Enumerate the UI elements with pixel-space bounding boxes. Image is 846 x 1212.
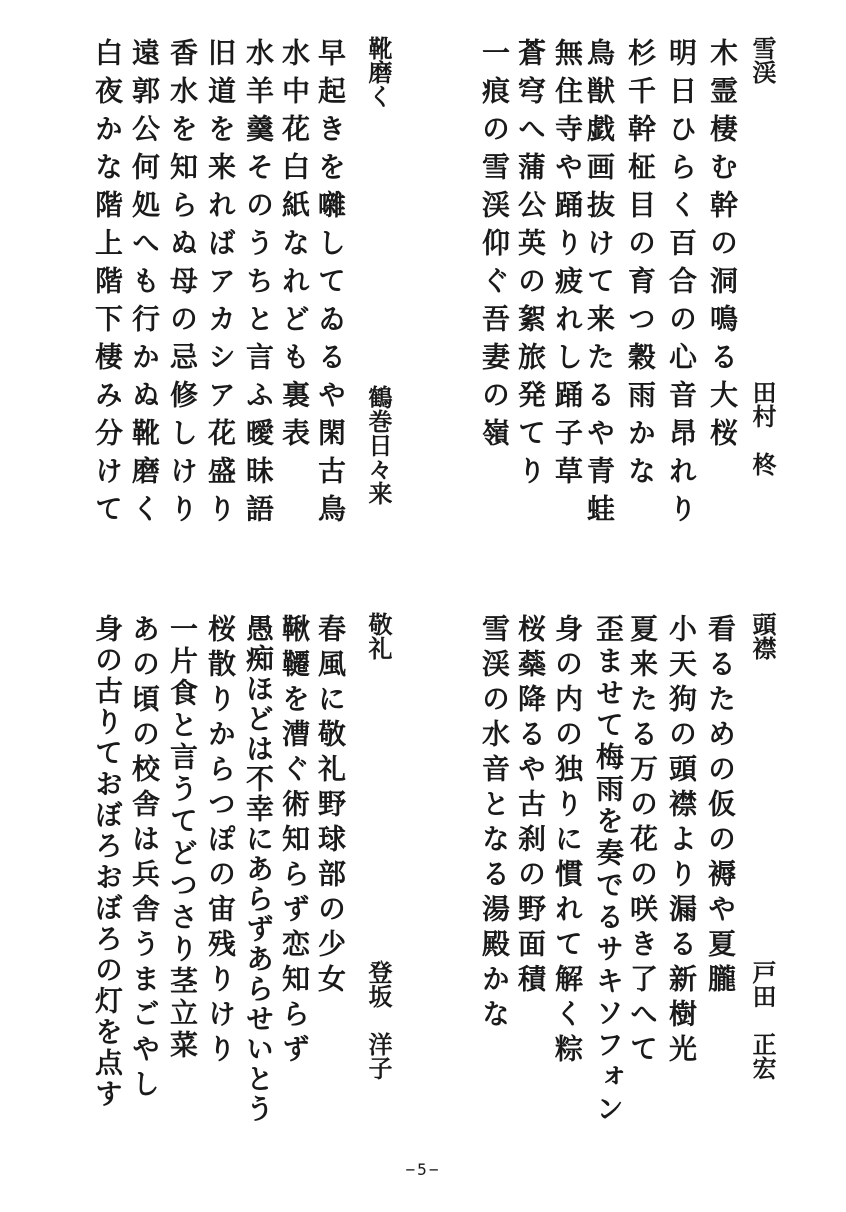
verse-line: 杉千幹柾目の育つ穀雨かな: [624, 38, 657, 494]
section-title: 頭襟: [748, 612, 777, 660]
section-title: 雪渓: [748, 36, 777, 84]
verse-line: 身の古りておぼろおぼろの灯を点す: [91, 614, 124, 1110]
verse-line: 愚痴ほどは不幸にあらずあらせいとう: [242, 614, 275, 1124]
verse-line: 看るための仮の褥や夏朧: [704, 614, 737, 999]
section-title: 敬礼: [364, 612, 393, 660]
verse-line: 歪ませて梅雨を奏でるサキソフォン: [592, 614, 625, 1126]
verse-line: 水羊羹そのうちと言ふ曖昧語: [242, 38, 275, 532]
author-name: 田村 柊: [748, 380, 777, 476]
section-title: 靴磨く: [364, 36, 393, 108]
verse-line: 遠郭公何処へも行かぬ靴磨く: [128, 38, 161, 532]
verse-line: 春風に敬礼野球部の少女: [314, 614, 347, 999]
author-name: 戸田 正宏: [748, 960, 777, 1080]
verse-line: あの頃の校舎は兵舎うまごやし: [128, 614, 161, 1104]
verse-line: 白夜かな階上階下棲み分けて: [91, 38, 124, 532]
page-number: −5−: [405, 1160, 441, 1179]
verse-line: 夏来たる万の花の咲き了へて: [626, 614, 659, 1069]
verse-line: 一片食と言うてどつさり茎立菜: [166, 614, 199, 1062]
verse-line: 早起きを囃してゐるや閑古鳥: [314, 38, 347, 532]
verse-line: 明日ひらく百合の心音昂れり: [665, 38, 698, 532]
verse-line: 無住寺や踊り疲れし踊子草: [551, 38, 584, 494]
author-name: 鶴巻日々来: [364, 385, 393, 505]
verse-line: 蒼穹へ蒲公英の絮旅発てり: [514, 38, 547, 494]
verse-line: 身の内の独りに慣れて解く粽: [551, 614, 584, 1069]
verse-line: 木霊棲む幹の洞鳴る大桜: [706, 38, 739, 456]
verse-line: 旧道を来ればアカシア花盛り: [204, 38, 237, 532]
verse-line: 小天狗の頭襟より漏る新樹光: [665, 614, 698, 1069]
verse-line: 桜散りからつぽの宙残りけり: [204, 614, 237, 1069]
verse-line: 桜蘂降るや古刹の野面積: [514, 614, 547, 999]
verse-line: 香水を知らぬ母の忌修しけり: [166, 38, 199, 532]
verse-line: 鞦韆を漕ぐ術知らず恋知らず: [278, 614, 311, 1069]
verse-line: 鳥獣戯画抜けて来たるや青蛙: [583, 38, 616, 532]
verse-line: 一痕の雪渓仰ぐ吾妻の嶺: [478, 38, 511, 456]
verse-line: 水中花白紙なれども裏表: [278, 38, 311, 456]
author-name: 登坂 洋子: [364, 960, 393, 1080]
verse-line: 雪渓の水音となる湯殿かな: [478, 614, 511, 1034]
